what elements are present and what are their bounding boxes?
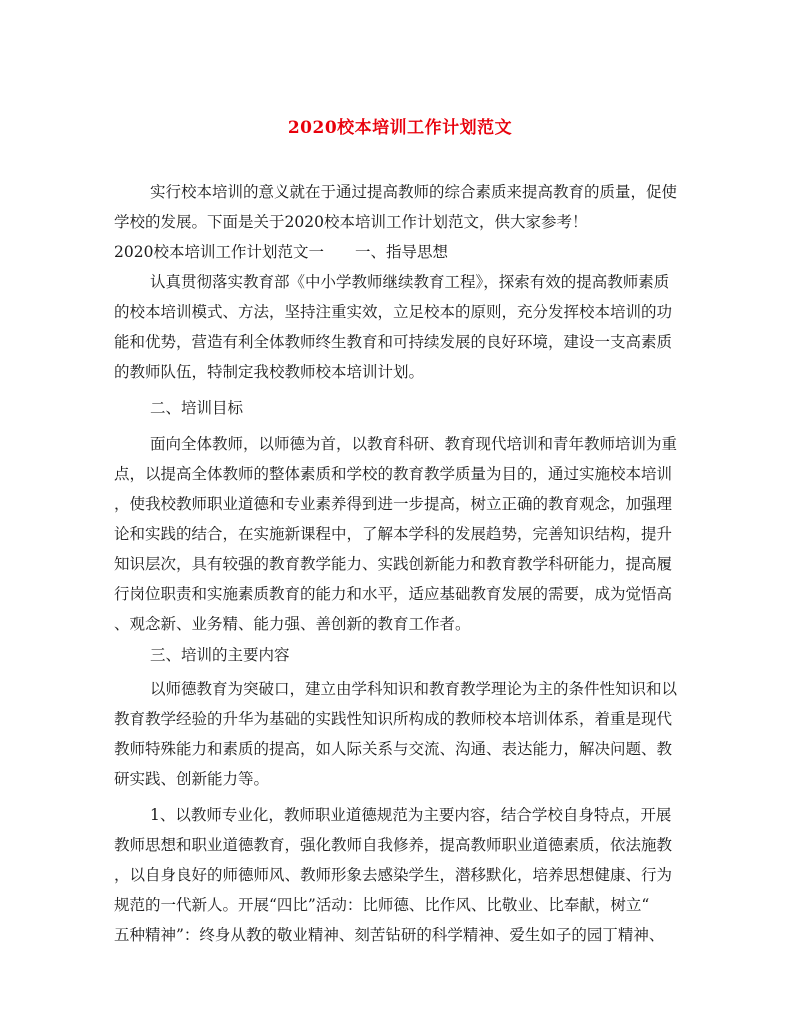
paragraph-line: 论和实践的结合，在实施新课程中，了解本学科的发展趋势，完善知识结构，提升 [114,525,673,543]
paragraph-line: 点，以提高全体教师的整体素质和学校的教育教学质量为目的，通过实施校本培训 [114,465,673,483]
paragraph-line: 以师德教育为突破口，建立由学科知识和教育教学理论为主的条件性知识和以 [150,680,678,698]
paragraph-line: 学校的发展。下面是关于2020校本培训工作计划范文，供大家参考！ [114,213,588,231]
section-heading-line: 2020校本培训工作计划范文一 一、指导思想 [114,243,448,261]
paragraph-line: 知识层次，具有较强的教育教学能力、实践创新能力和教育教学科研能力，提高履 [114,555,673,573]
paragraph-line: ，使我校教师职业道德和专业素养得到进一步提高，树立正确的教育观念，加强理 [114,495,673,513]
paragraph-line: 能和优势，营造有利全体教师终生教育和可持续发展的良好环境，建设一支高素质 [114,333,673,351]
paragraph-line: 面向全体教师，以师德为首，以教育科研、教育现代培训和青年教师培训为重 [150,435,678,453]
paragraph-line: 规范的一代新人。开展“四比”活动：比师德、比作风、比敬业、比奉献，树立“ [114,896,650,914]
paragraph-line: ，以自身良好的师德师风、教师形象去感染学生，潜移默化，培养思想健康、行为 [114,866,673,884]
paragraph-line: 的校本培训模式、方法，坚持注重实效，立足校本的原则，充分发挥校本培训的功 [114,303,673,321]
paragraph-line: 的教师队伍，特制定我校教师校本培训计划。 [114,363,425,381]
paragraph-line: 教师思想和职业道德教育，强化教师自我修养，提高教师职业道德素质，依法施教 [114,836,673,854]
paragraph-line: 实行校本培训的意义就在于通过提高教师的综合素质来提高教育的质量，促使 [150,183,678,201]
paragraph-line: 教育教学经验的升华为基础的实践性知识所构成的教师校本培训体系，着重是现代 [114,710,673,728]
section-heading: 二、培训目标 [150,399,244,417]
document-title: 2020校本培训工作计划范文 [287,118,513,138]
paragraph-line: 1、以教师专业化，教师职业道德规范为主要内容，结合学校自身特点，开展 [150,806,672,824]
paragraph-line: 教师特殊能力和素质的提高，如人际关系与交流、沟通、表达能力，解决问题、教 [114,740,673,758]
paragraph-line: 五种精神”：终身从教的敬业精神、刻苦钻研的科学精神、爱生如子的园丁精神、 [114,926,665,944]
paragraph-line: 、观念新、业务精、能力强、善创新的教育工作者。 [114,615,471,633]
section-heading: 三、培训的主要内容 [150,646,290,664]
paragraph-line: 认真贯彻落实教育部《中小学教师继续教育工程》，探索有效的提高教师素质 [150,273,670,291]
paragraph-line: 研实践、创新能力等。 [114,770,270,788]
paragraph-line: 行岗位职责和实施素质教育的能力和水平，适应基础教育发展的需要，成为觉悟高 [114,585,673,603]
